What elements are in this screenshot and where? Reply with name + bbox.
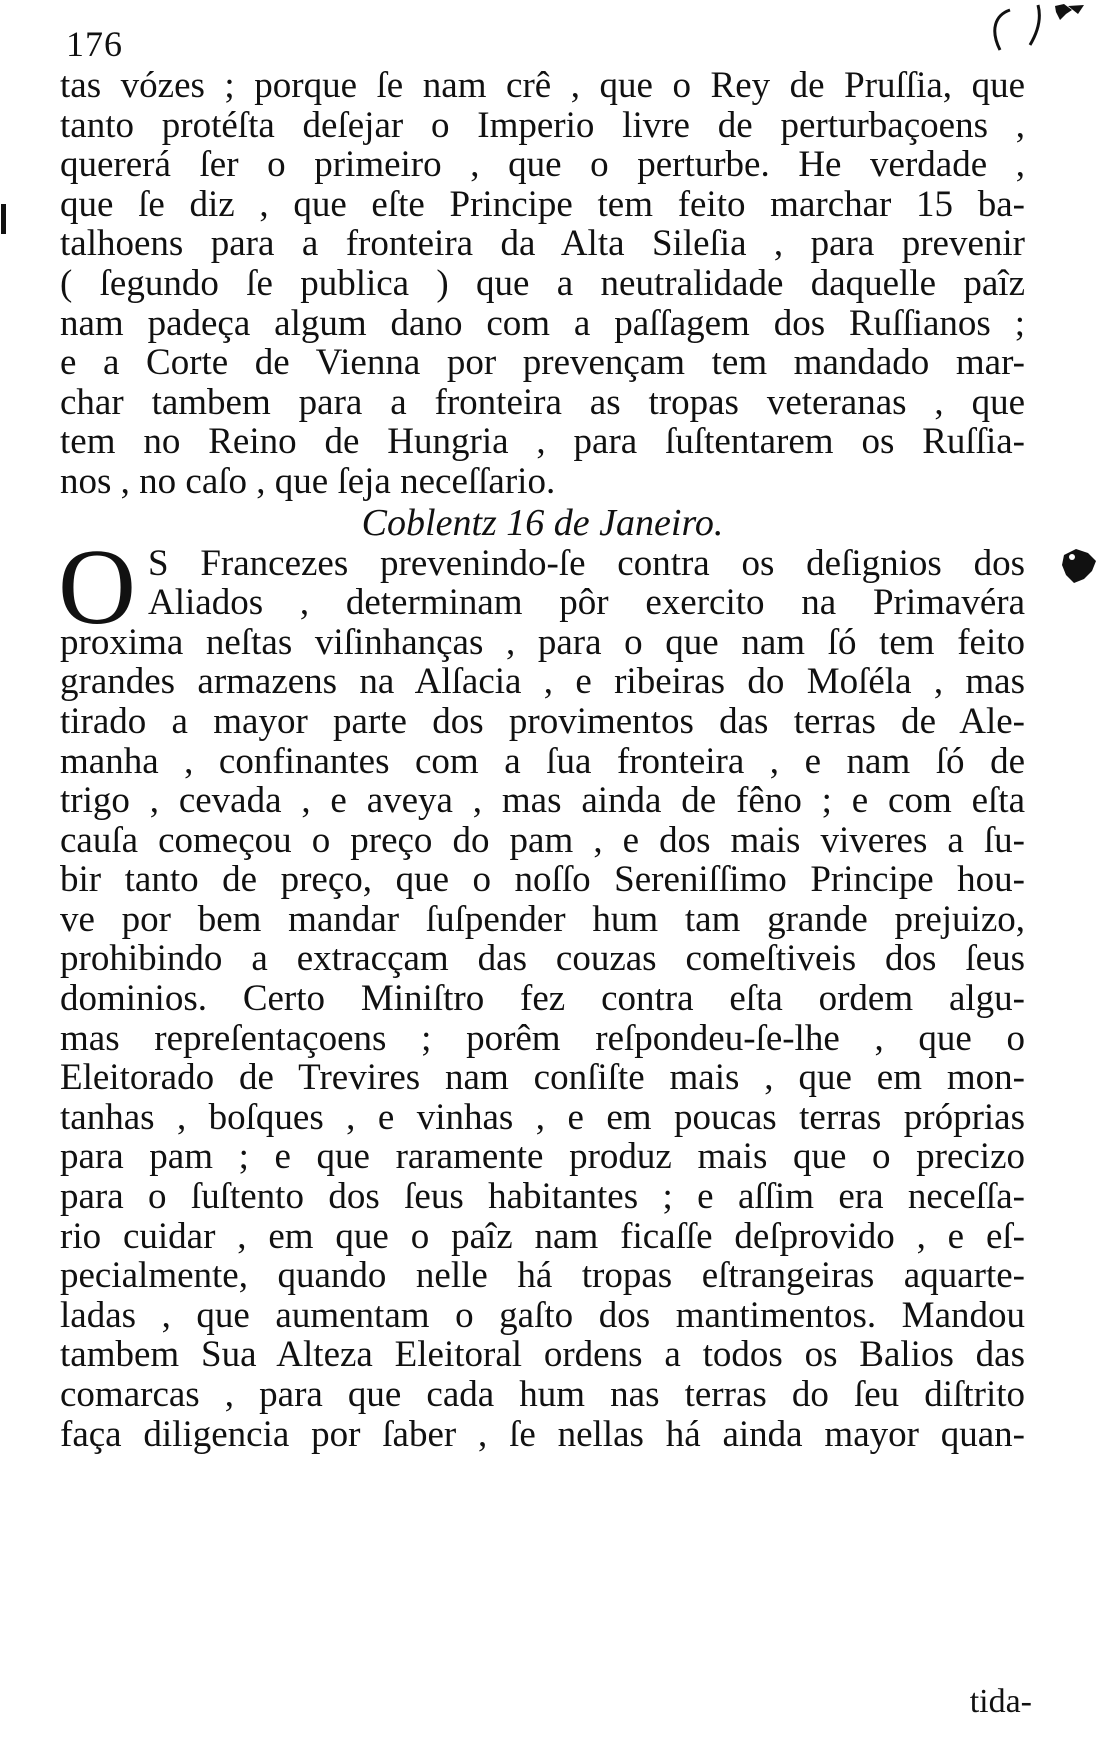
text-line: tem no Reino de Hungria , para ſuſtentarem os Ruſſia-	[60, 421, 1025, 463]
text-line: tirado a mayor parte dos provimentos das terras de Ale-	[60, 700, 1025, 742]
text-line: tanhas , boſques , e vinhas , e em poucas terras próprias	[60, 1096, 1025, 1138]
body-text	[60, 66, 1025, 1454]
ink-blot-left-margin	[0, 200, 10, 240]
text-line: prohibindo a extracçam das couzas comeſtiveis dos ſeus	[60, 938, 1025, 980]
text-line: grandes armazens na Alſacia , e ribeiras do Moſéla , mas	[60, 661, 1025, 703]
text-line: quererá ſer o primeiro , que o perturbe. He verdade ,	[60, 144, 1025, 186]
text-line: comarcas , para que cada hum nas terras do ſeu diſtrito	[60, 1374, 1025, 1415]
text-line: char tambem para a fronteira as tropas veteranas , que	[60, 381, 1025, 423]
text-line: nam padeça algum dano com a paſſagem dos Ruſſianos ;	[60, 302, 1025, 344]
text-line: para o ſuſtento dos ſeus habitantes ; e aſſim era neceſſa-	[60, 1176, 1025, 1218]
ink-blot-top-right	[960, 0, 1090, 60]
text-line: manha , confinantes com a ſua fronteira , e nam ſó de	[60, 740, 1025, 782]
drop-cap-letter: O	[58, 527, 136, 647]
text-line: dominios. Certo Miniſtro fez contra eſta ordem algu-	[60, 978, 1025, 1020]
text-line: tas vózes ; porque ſe nam crê , que o Rey de Pruſſia, que	[60, 65, 1025, 106]
text-line: rio cuidar , em que o paîz nam ficaſſe deſprovido , e eſ-	[60, 1215, 1025, 1257]
text-line: tanto protéſta deſejar o Imperio livre de perturbaçoens ,	[60, 104, 1025, 146]
text-line: ( ſegundo ſe publica ) que a neutralidade daquelle paîz	[60, 262, 1025, 304]
news-paragraph-1	[60, 66, 1025, 502]
text-line: ladas , que aumentam o gaſto dos mantimentos. Mandou	[60, 1294, 1025, 1336]
text-line: trigo , cevada , e aveya , mas ainda de fêno ; e com eſta	[60, 780, 1025, 822]
text-line: talhoens para a fronteira da Alta Sileſia , para prevenir	[60, 223, 1025, 265]
text-line: Aliados , determinam pôr exercito na Primavéra	[148, 582, 1025, 624]
page-number: 176	[66, 24, 123, 64]
text-line: que ſe diz , que eſte Principe tem feito marchar 15 ba-	[60, 183, 1025, 225]
ink-blot-right-margin	[1058, 545, 1100, 587]
text-line: para pam ; e que raramente produz mais que o precizo	[60, 1136, 1025, 1178]
text-line: Eleitorado de Trevires nam conſiſte mais , que em mon-	[60, 1057, 1025, 1099]
text-line: nos , no caſo , que ſeja neceſſario.	[60, 460, 556, 502]
text-line: ve por bem mandar ſuſpender hum tam grande prejuizo,	[60, 898, 1025, 940]
catchword: tida-	[969, 1683, 1032, 1720]
text-line: cauſa começou o preço do pam , e dos mais viveres a ſu-	[60, 819, 1025, 861]
news-paragraph-2	[58, 527, 1025, 1455]
dateline-heading: Coblentz 16 de Janeiro.	[361, 501, 724, 544]
text-line: mas repreſentaçoens ; porêm reſpondeu-ſe-lhe , que o	[60, 1017, 1025, 1059]
text-line: e a Corte de Vienna por prevençam tem mandado mar-	[60, 342, 1025, 384]
text-line: bir tanto de preço, que o noſſo Sereniſſimo Principe hou-	[60, 859, 1025, 901]
text-line: proxima neſtas viſinhanças , para o que nam ſó tem feito	[60, 621, 1025, 663]
text-line: faça diligencia por ſaber , ſe nellas há ainda mayor quan-	[60, 1413, 1025, 1455]
text-line: S Francezes prevenindo-ſe contra os deſignios dos	[148, 542, 1025, 584]
paragraph-2-lines	[58, 527, 1025, 1455]
text-line: tambem Sua Alteza Eleitoral ordens a todos os Balios das	[60, 1334, 1025, 1376]
text-line: pecialmente, quando nelle há tropas eſtrangeiras aquarte-	[60, 1255, 1025, 1297]
